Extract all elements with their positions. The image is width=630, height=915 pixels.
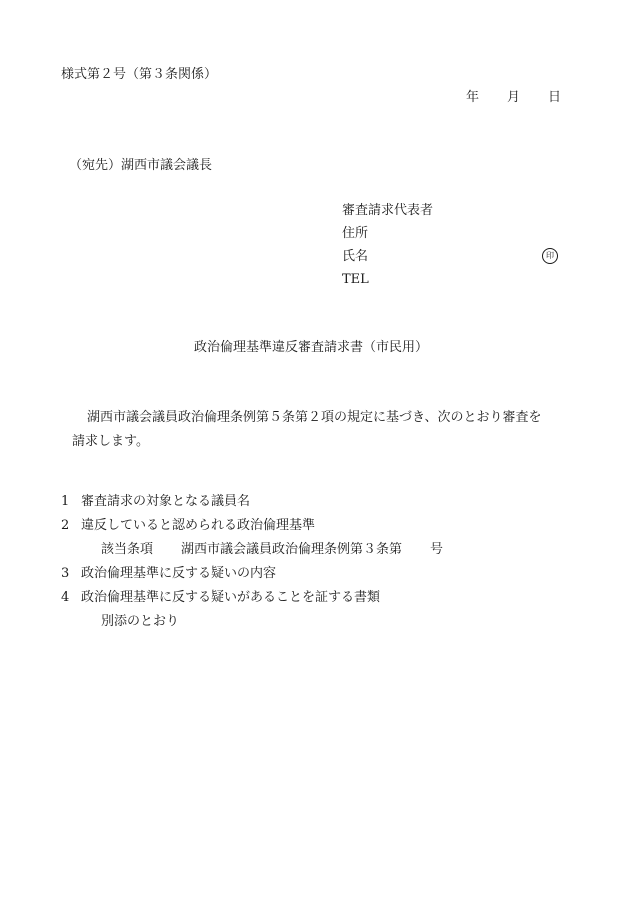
list-item bbox=[61, 591, 380, 604]
item2-detail-text: 湖西市議会議員政治倫理条例第３条第 bbox=[181, 542, 403, 557]
document-title: 政治倫理基準違反審査請求書（市民用） bbox=[194, 340, 429, 355]
item2-detail-label: 該当条項 bbox=[101, 542, 154, 557]
date-year-label: 年 bbox=[466, 90, 480, 105]
item2-detail bbox=[101, 543, 443, 556]
request-body-line2: 請求します。 bbox=[72, 434, 149, 449]
item-number: 3 bbox=[61, 566, 70, 581]
item-text: 政治倫理基準に反する疑いがあることを証する書類 bbox=[81, 590, 381, 605]
item-text: 審査請求の対象となる議員名 bbox=[81, 494, 251, 509]
form-number: 様式第２号（第３条関係） bbox=[61, 67, 218, 82]
applicant-address-label: 住所 bbox=[342, 226, 369, 241]
list-item bbox=[61, 519, 315, 532]
list-item bbox=[61, 567, 276, 580]
addressee: （宛先）湖西市議会議長 bbox=[69, 158, 213, 173]
item-number: 4 bbox=[61, 590, 70, 605]
seal-icon: 印 bbox=[542, 248, 558, 264]
date-day-label: 日 bbox=[548, 90, 562, 105]
list-item bbox=[61, 495, 250, 508]
item-text: 政治倫理基準に反する疑いの内容 bbox=[81, 566, 277, 581]
request-body-line1: 湖西市議会議員政治倫理条例第５条第２項の規定に基づき、次のとおり審査を bbox=[87, 410, 542, 425]
item-number: 2 bbox=[61, 518, 70, 533]
item2-detail-suffix: 号 bbox=[430, 542, 444, 557]
request-body bbox=[61, 406, 561, 454]
item-number: 1 bbox=[61, 494, 70, 509]
applicant-representative-label: 審査請求代表者 bbox=[342, 203, 434, 218]
applicant-name-label: 氏名 bbox=[342, 249, 369, 264]
date-month-label: 月 bbox=[507, 90, 521, 105]
item4-detail: 別添のとおり bbox=[101, 614, 180, 629]
date-line bbox=[466, 91, 561, 104]
applicant-tel-label: TEL bbox=[342, 272, 369, 287]
item-text: 違反していると認められる政治倫理基準 bbox=[81, 518, 316, 533]
